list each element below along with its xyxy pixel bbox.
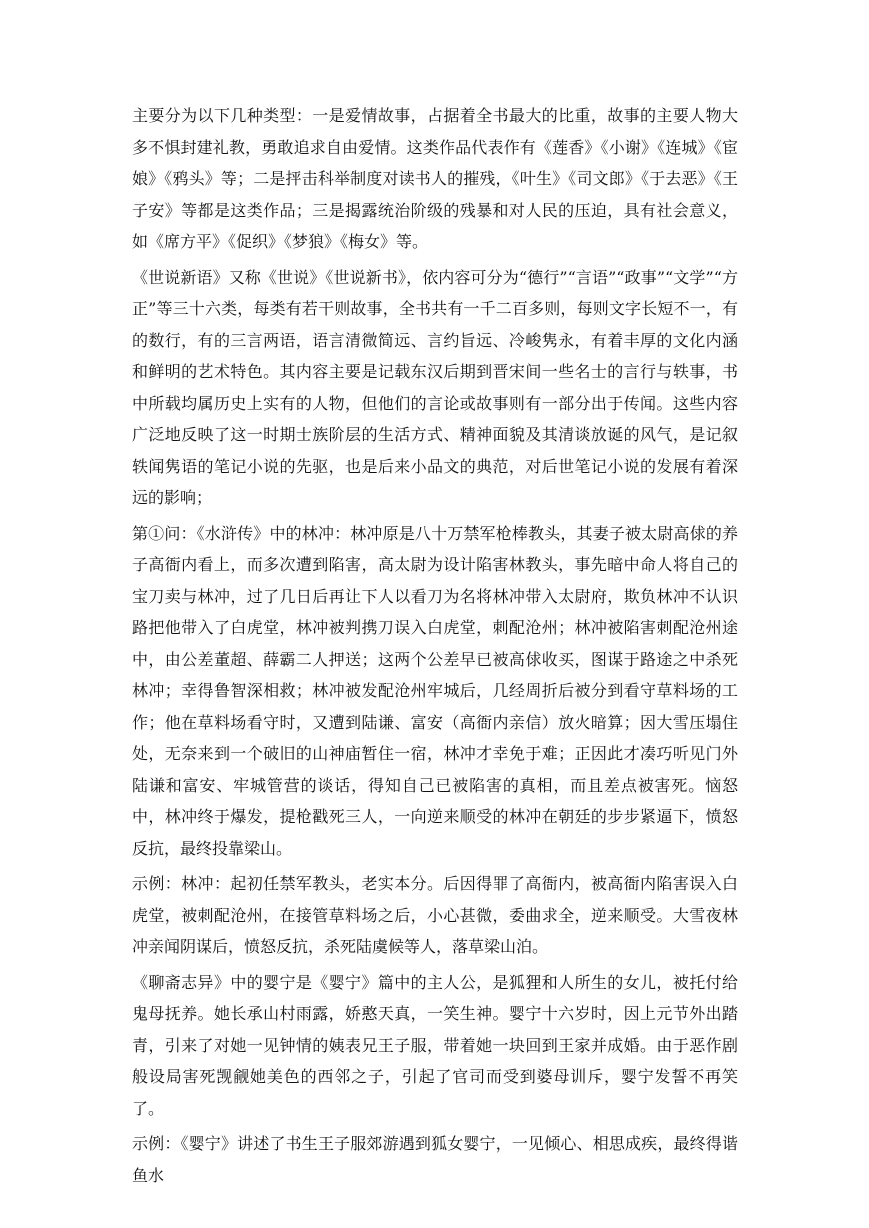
paragraph-story-types: 主要分为以下几种类型：一是爱情故事，占据着全书最大的比重，故事的主要人物大多不惧封建礼教，勇敢追求自由爱情。这类作品代表作有《莲香》《小谢》《连城》《宦娘》《鸦头》等；二是抨击科举制度对读书人的摧残，《叶生》《司文郎》《于去恶》《王子安》等都是这类作品；三是揭露统治阶级的残暴和对人民的压迫，具有社会意义，如《席方平》《促织》《梦狼》《梅女》等。 — [132, 106, 738, 251]
paragraph-yingning-example: 示例：《婴宁》讲述了书生王子服郊游遇到狐女婴宁，一见倾心、相思成疾，最终得谐鱼水 — [132, 1134, 738, 1185]
paragraph-yingning: 《聊斋志异》中的婴宁是《婴宁》篇中的主人公，是狐狸和人所生的女儿，被托付给鬼母抚养。她长承山村雨露，娇憨天真，一笑生神。婴宁十六岁时，因上元节外出踏青，引来了对她一见钟情的姨表兄王子服，带着她一块回到王家并成婚。由于恶作剧般设局害死觊觎她美色的西邻之子，引起了官司而受到婆母训斥，婴宁发誓不再笑了。 — [132, 972, 738, 1118]
paragraph-lin-chong-answer: 第①问：《水浒传》中的林冲：林冲原是八十万禁军枪棒教头，其妻子被太尉高俅的养子高衙内看上，而多次遭到陷害，高太尉为设计陷害林教头，事先暗中命人将自己的宝刀卖与林冲，过了几日后再让下人以看刀为名将林冲带入太尉府，欺负林冲不认识路把他带入了白虎堂，林冲被判携刀误入白虎堂，刺配沧州；林冲被陷害刺配沧州途中，由公差董超、薛霸二人押送；这两个公差早已被高俅收买，图谋于路途之中杀死林冲；幸得鲁智深相救；林冲被发配沧州牢城后，几经周折后被分到看守草料场的工作；他在草料场看守时，又遭到陆谦、富安（高衙内亲信）放火暗算；因大雪压塌住处，无奈来到一个破旧的山神庙暂住一宿，林冲才幸免于难；正因此才凑巧听见门外陆谦和富安、牢城管营的谈话，得知自己已被陷害的真相，而且差点被害死。恼怒中，林冲终于爆发，提枪戳死三人，一向逆来顺受的林冲在朝廷的步步紧逼下，愤怒反抗，最终投靠梁山。 — [132, 523, 738, 858]
paragraph-lin-chong-example: 示例：林冲：起初任禁军教头，老实本分。后因得罪了高衙内，被高衙内陷害误入白虎堂，被刺配沧州，在接管草料场之后，小心甚微，委曲求全，逆来顺受。大雪夜林冲亲闻阴谋后，愤怒反抗，杀死陆虞候等人，落草梁山泊。 — [132, 874, 738, 956]
paragraph-shishuo-xinyu: 《世说新语》又称《世说》《世说新书》，依内容可分为“德行”“言语”“政事”“文学”“方正”等三十六类，每类有若干则故事，全书共有一千二百多则，每则文字长短不一，有的数行，有的三言两语，语言清微简远、言约旨远、冷峻隽永，有着丰厚的文化内涵和鲜明的艺术特色。其内容主要是记载东汉后期到晋宋间一些名士的言行与轶事，书中所载均属历史上实有的人物，但他们的言论或故事则有一部分出于传闻。这些内容广泛地反映了这一时期士族阶层的生活方式、精神面貌及其清谈放诞的风气，是记叙轶闻隽语的笔记小说的先驱，也是后来小品文的典范，对后世笔记小说的发展有着深远的影响； — [132, 267, 738, 507]
document-body — [132, 100, 738, 1195]
